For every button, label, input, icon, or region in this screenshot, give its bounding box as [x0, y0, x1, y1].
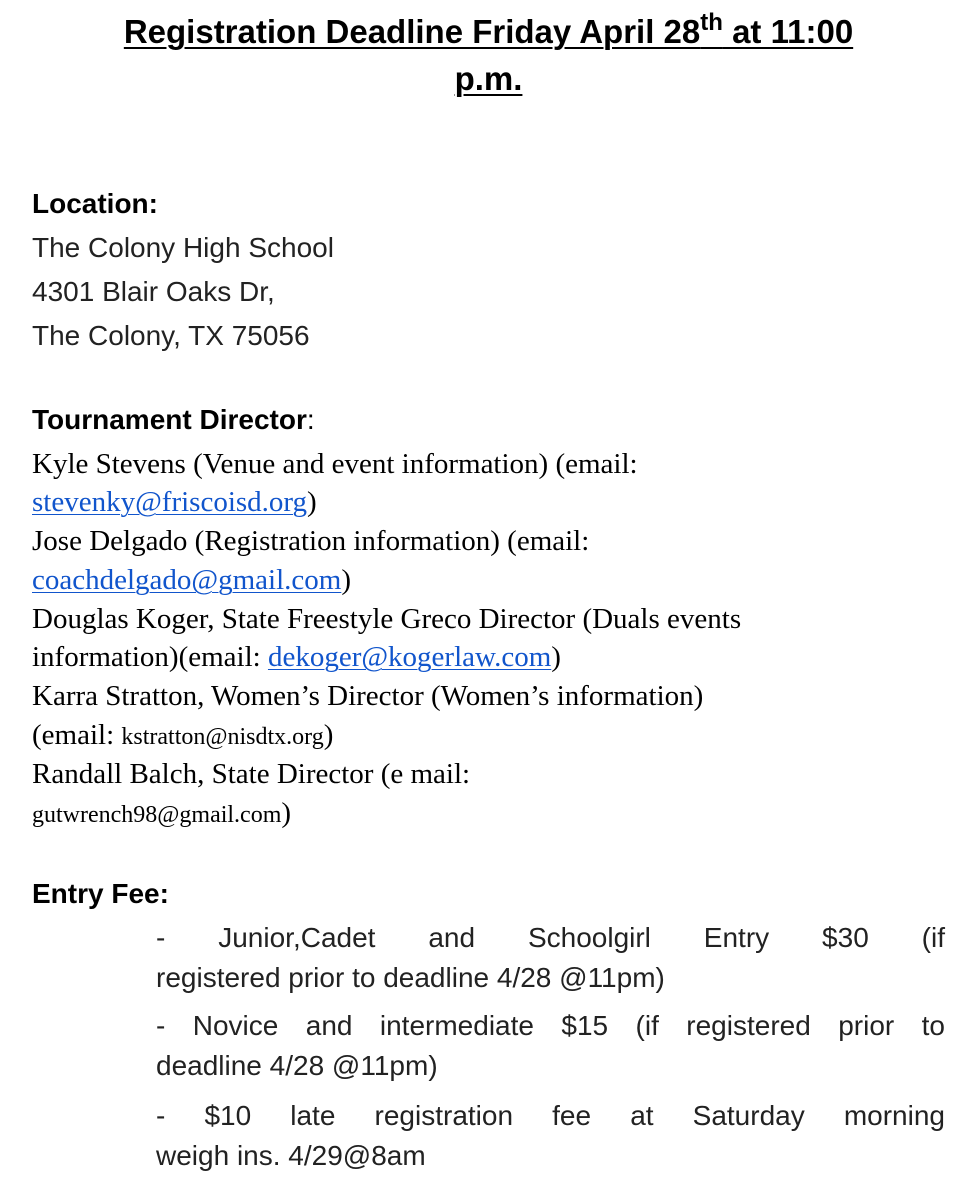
email-text-kstratton: kstratton@nisdtx.org — [121, 724, 324, 750]
title-time: at 11:00 — [722, 13, 854, 50]
location-street: 4301 Blair Oaks Dr, — [32, 276, 275, 307]
director-heading — [32, 400, 315, 440]
email-text-gutwrench98: gutwrench98@gmail.com — [32, 802, 282, 828]
director-douglas-line: Douglas Koger, State Freestyle Greco Director (Duals events — [32, 603, 742, 635]
director-kyle-line: Kyle Stevens (Venue and event information) (email: — [32, 448, 638, 480]
email-link-coachdelgado[interactable]: coachdelgado@gmail.com — [32, 564, 342, 596]
paren-close: ) — [323, 719, 334, 751]
director-randall-line: Randall Balch, State Director (e mail: — [32, 758, 471, 790]
fee-item-novice-line-2: deadline 4/28 @11pm) — [156, 1050, 438, 1081]
douglas-email-prefix: information)(email: — [32, 641, 268, 673]
director-jose-email-line — [32, 561, 351, 599]
title-text: Registration Deadline Friday April 28 — [123, 13, 701, 50]
fee-item-novice — [156, 1006, 945, 1086]
fee-item-junior-line-2: registered prior to deadline 4/28 @11pm) — [156, 962, 665, 993]
fee-item-late — [156, 1096, 945, 1176]
director-karra-email-line — [32, 716, 333, 756]
fee-item-late-line-2: weigh ins. 4/29@8am — [156, 1140, 426, 1171]
fee-item-novice-line-1: - Novice and intermediate $15 (if registered prior to — [156, 1010, 945, 1041]
title-line-1 — [0, 8, 977, 55]
fee-item-junior — [156, 918, 945, 998]
karra-email-prefix: (email: — [32, 719, 122, 751]
location-school: The Colony High School — [32, 232, 334, 263]
fee-item-junior-line-1: - Junior,Cadet and Schoolgirl Entry $30 (if — [156, 922, 945, 953]
paren-close: ) — [341, 564, 352, 596]
director-randall-email-line — [32, 794, 291, 834]
location-heading: Location: — [32, 188, 158, 219]
director-heading-colon: : — [306, 404, 315, 435]
director-jose-line: Jose Delgado (Registration information) (email: — [32, 525, 590, 557]
email-link-dekoger[interactable]: dekoger@kogerlaw.com — [267, 641, 552, 673]
email-link-stevenky[interactable]: stevenky@friscoisd.org — [32, 486, 308, 518]
director-douglas-email-line — [32, 638, 561, 676]
paren-close: ) — [551, 641, 561, 673]
director-heading-text: Tournament Director — [32, 404, 307, 435]
title-superscript: th — [700, 8, 723, 36]
page-title — [0, 8, 977, 102]
paren-close: ) — [307, 486, 317, 518]
title-line-2: p.m. — [454, 60, 523, 97]
paren-close: ) — [281, 797, 292, 829]
fee-item-late-line-1: - $10 late registration fee at Saturday morning — [156, 1100, 945, 1131]
entry-fee-heading: Entry Fee: — [32, 878, 169, 909]
location-city: The Colony, TX 75056 — [32, 320, 310, 351]
director-kyle-email-line — [32, 483, 317, 521]
director-karra-line: Karra Stratton, Women’s Director (Women’s information) — [32, 680, 704, 712]
